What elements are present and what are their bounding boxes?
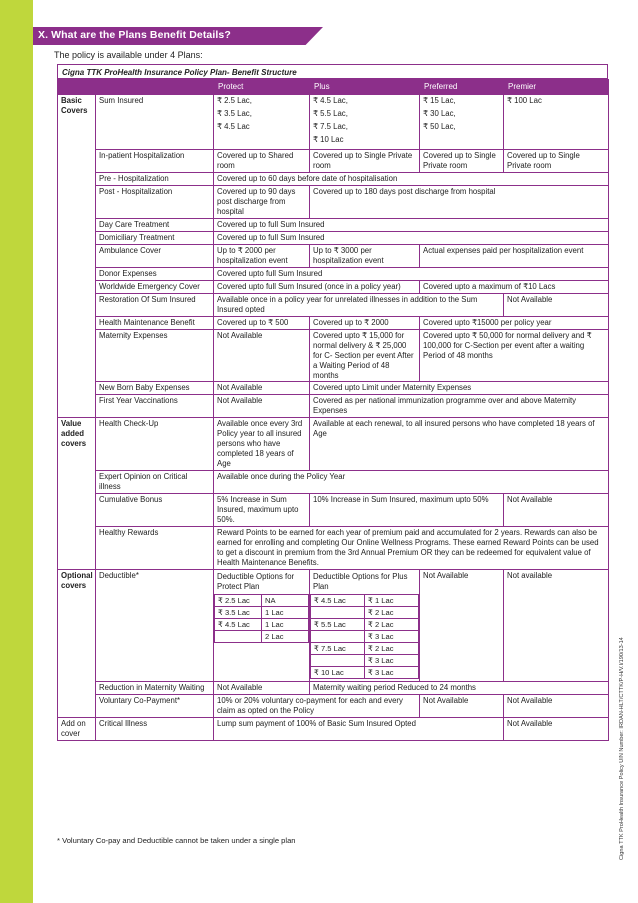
- cell-other-plans: Covered upto ₹15000 per policy year: [420, 316, 609, 329]
- row-label: Post - Hospitalization: [96, 186, 214, 219]
- cell-protect: ₹ 2.5 Lac, ₹ 3.5 Lac, ₹ 4.5 Lac: [214, 95, 310, 150]
- row-label: Worldwide Emergency Cover: [96, 280, 214, 293]
- plan-header-premier: Premier: [504, 80, 609, 95]
- deductible-protect-table: [214, 594, 309, 643]
- table-row: [58, 382, 609, 395]
- table-row: [58, 218, 609, 231]
- cell-protect: Up to ₹ 2000 per hospitalization event: [214, 244, 310, 267]
- row-label: Deductible*: [96, 569, 214, 681]
- cell-all-plans: Covered up to full Sum Insured: [214, 231, 609, 244]
- cell-protect-deductibles: [214, 569, 310, 681]
- intro-text: The policy is available under 4 Plans:: [54, 50, 203, 60]
- table-row: [58, 267, 609, 280]
- cell-other-plans: Available at each renewal, to all insured persons who have completed 18 years of Age: [310, 418, 609, 471]
- deductible-row: ₹ 2 Lac: [311, 606, 419, 618]
- table-row: [58, 316, 609, 329]
- section-title: X. What are the Plans Benefit Details?: [38, 29, 231, 41]
- table-row: [58, 681, 609, 694]
- row-label: In-patient Hospitalization: [96, 150, 214, 173]
- deductible-row: ₹ 3.5 Lac 1 Lac: [215, 606, 309, 618]
- table-row: [58, 186, 609, 219]
- cell-other-plans: Actual expenses paid per hospitalization event: [420, 244, 609, 267]
- deductible-row: ₹ 3 Lac: [311, 654, 419, 666]
- table-row: [58, 244, 609, 267]
- table-row: [58, 280, 609, 293]
- table-title: Cigna TTK ProHealth Insurance Policy Plan- Benefit Structure: [57, 64, 608, 79]
- cell-all-plans: Reward Points to be earned for each year of premium paid and accumulated for 2 years. Rewards can also be earned for enrolling and completing Our Online Wellness Programs. These earned Reward Points can be used to get a discount in premium from the 3rd Annual Premium OR they can be redeemed for equivalent value of Health Maintenance Benefits.: [214, 527, 609, 570]
- cell-other-plans: Covered upto a maximum of ₹10 Lacs: [420, 280, 609, 293]
- cell-protect: Not Available: [214, 395, 310, 418]
- cell-plus: ₹ 4.5 Lac, ₹ 5.5 Lac, ₹ 7.5 Lac, ₹ 10 Lac: [310, 95, 420, 150]
- plan-header-row: [58, 80, 609, 95]
- cell-plus: Covered upto ₹ 15,000 for normal delivery & ₹ 25,000 for C- Section per event After a Waiting Period of 48 months: [310, 329, 420, 382]
- cell-protect: Available once every 3rd Policy year to all insured persons who have completed 18 years of Age: [214, 418, 310, 471]
- row-label: Ambulance Cover: [96, 244, 214, 267]
- table-row: [58, 293, 609, 316]
- table-row: [58, 173, 609, 186]
- cell-protect-plus: Covered upto full Sum Insured (once in a policy year): [214, 280, 420, 293]
- row-label: Health Maintenance Benefit: [96, 316, 214, 329]
- row-label: First Year Vaccinations: [96, 395, 214, 418]
- uin-side-text: Cigna TTK ProHealth Insurance Policy UIN Number: IRDAN-HLT/CTTK/P-H/V.I/190/13-14: [619, 637, 625, 860]
- category-value-added-covers: Value added covers: [58, 418, 96, 570]
- table-row: [58, 569, 609, 681]
- cell-plus: Covered up to ₹ 2000: [310, 316, 420, 329]
- table-row: [58, 717, 609, 740]
- table-row: [58, 95, 609, 150]
- row-label: Healthy Rewards: [96, 527, 214, 570]
- deductible-row: ₹ 2.5 Lac NA: [215, 594, 309, 606]
- row-label: Voluntary Co-Payment*: [96, 694, 214, 717]
- cell-plus: Up to ₹ 3000 per hospitalization event: [310, 244, 420, 267]
- table-row: [58, 494, 609, 527]
- row-label: Critical Illness: [96, 717, 214, 740]
- table-row: [58, 471, 609, 494]
- deductible-row: ₹ 5.5 Lac ₹ 2 Lac: [311, 618, 419, 630]
- row-label: Restoration Of Sum Insured: [96, 293, 214, 316]
- deductible-plus-heading: Deductible Options for Plus Plan: [313, 571, 408, 591]
- table-row: [58, 150, 609, 173]
- cell-first-three-plans: Lump sum payment of 100% of Basic Sum Insured Opted: [214, 717, 504, 740]
- cell-all-plans: Covered up to full Sum Insured: [214, 218, 609, 231]
- cell-plus: Covered up to Single Private room: [310, 150, 420, 173]
- table-row: [58, 527, 609, 570]
- category-addon-cover: Add on cover: [58, 717, 96, 740]
- cell-other-plans: Covered up to 180 days post discharge from hospital: [310, 186, 609, 219]
- cell-other-plans: Maternity waiting period Reduced to 24 months: [310, 681, 609, 694]
- cell-premier: Not Available: [504, 694, 609, 717]
- benefit-table: [57, 79, 609, 741]
- plan-header-protect: Protect: [214, 80, 310, 95]
- table-row: [58, 395, 609, 418]
- cell-plus-deductibles: [310, 569, 420, 681]
- deductible-row: ₹ 4.5 Lac 1 Lac: [215, 618, 309, 630]
- left-green-bar: [0, 0, 33, 903]
- deductible-protect-heading: Deductible Options for Protect Plan: [217, 571, 295, 591]
- cell-protect: Covered up to ₹ 500: [214, 316, 310, 329]
- deductible-row: ₹ 10 Lac ₹ 3 Lac: [311, 666, 419, 678]
- table-row: [58, 418, 609, 471]
- cell-preferred: Not Available: [420, 569, 504, 681]
- cell-protect: Covered up to 90 days post discharge from hospital: [214, 186, 310, 219]
- row-label: Health Check-Up: [96, 418, 214, 471]
- deductible-row: ₹ 3 Lac: [311, 630, 419, 642]
- cell-protect: Not Available: [214, 382, 310, 395]
- cell-other-plans: Covered upto Limit under Maternity Expenses: [310, 382, 609, 395]
- table-row: [58, 694, 609, 717]
- row-label: Cumulative Bonus: [96, 494, 214, 527]
- cell-plus-preferred: 10% Increase in Sum Insured, maximum upto 50%: [310, 494, 504, 527]
- cell-protect: Not Available: [214, 681, 310, 694]
- plan-header-preferred: Preferred: [420, 80, 504, 95]
- row-label: Reduction in Maternity Waiting: [96, 681, 214, 694]
- cell-preferred: Covered up to Single Private room: [420, 150, 504, 173]
- cell-protect: Covered up to Shared room: [214, 150, 310, 173]
- row-label: Donor Expenses: [96, 267, 214, 280]
- deductible-row: 2 Lac: [215, 630, 309, 642]
- cell-first-three-plans: Available once in a policy year for unrelated illnesses in addition to the Sum Insured opted: [214, 293, 504, 316]
- cell-protect-plus: 10% or 20% voluntary co-payment for each and every claim as opted on the Policy: [214, 694, 420, 717]
- category-optional-covers: Optional covers: [58, 569, 96, 717]
- cell-premier: Not Available: [504, 293, 609, 316]
- cell-all-plans: Covered up to 60 days before date of hospitalisation: [214, 173, 609, 186]
- cell-other-plans: Covered upto ₹ 50,000 for normal delivery and ₹ 100,000 for C-Section per event after a waiting Period of 48 months: [420, 329, 609, 382]
- cell-premier: Covered up to Single Private room: [504, 150, 609, 173]
- table-row: [58, 231, 609, 244]
- cell-other-plans: Covered as per national immunization programme over and above Maternity Expenses: [310, 395, 609, 418]
- table-row: [58, 329, 609, 382]
- cell-premier: Not Available: [504, 494, 609, 527]
- cell-all-plans: Covered upto full Sum Insured: [214, 267, 609, 280]
- deductible-row: ₹ 4.5 Lac ₹ 1 Lac: [311, 594, 419, 606]
- row-label: Pre - Hospitalization: [96, 173, 214, 186]
- cell-premier: Not Available: [504, 717, 609, 740]
- row-label: Expert Opinion on Critical illness: [96, 471, 214, 494]
- row-label: Domiciliary Treatment: [96, 231, 214, 244]
- row-label: New Born Baby Expenses: [96, 382, 214, 395]
- row-label: Sum Insured: [96, 95, 214, 150]
- deductible-row: ₹ 7.5 Lac ₹ 2 Lac: [311, 642, 419, 654]
- row-label: Maternity Expenses: [96, 329, 214, 382]
- footnote: * Voluntary Co-pay and Deductible cannot be taken under a single plan: [57, 836, 296, 845]
- cell-preferred: ₹ 15 Lac, ₹ 30 Lac, ₹ 50 Lac,: [420, 95, 504, 150]
- cell-preferred: Not Available: [420, 694, 504, 717]
- category-basic-covers: Basic Covers: [58, 95, 96, 418]
- cell-premier: Not available: [504, 569, 609, 681]
- cell-all-plans: Available once during the Policy Year: [214, 471, 609, 494]
- cell-premier: ₹ 100 Lac: [504, 95, 609, 150]
- cell-protect: 5% Increase in Sum Insured, maximum upto 50%.: [214, 494, 310, 527]
- plan-header-plus: Plus: [310, 80, 420, 95]
- deductible-plus-table: [310, 594, 419, 679]
- cell-protect: Not Available: [214, 329, 310, 382]
- row-label: Day Care Treatment: [96, 218, 214, 231]
